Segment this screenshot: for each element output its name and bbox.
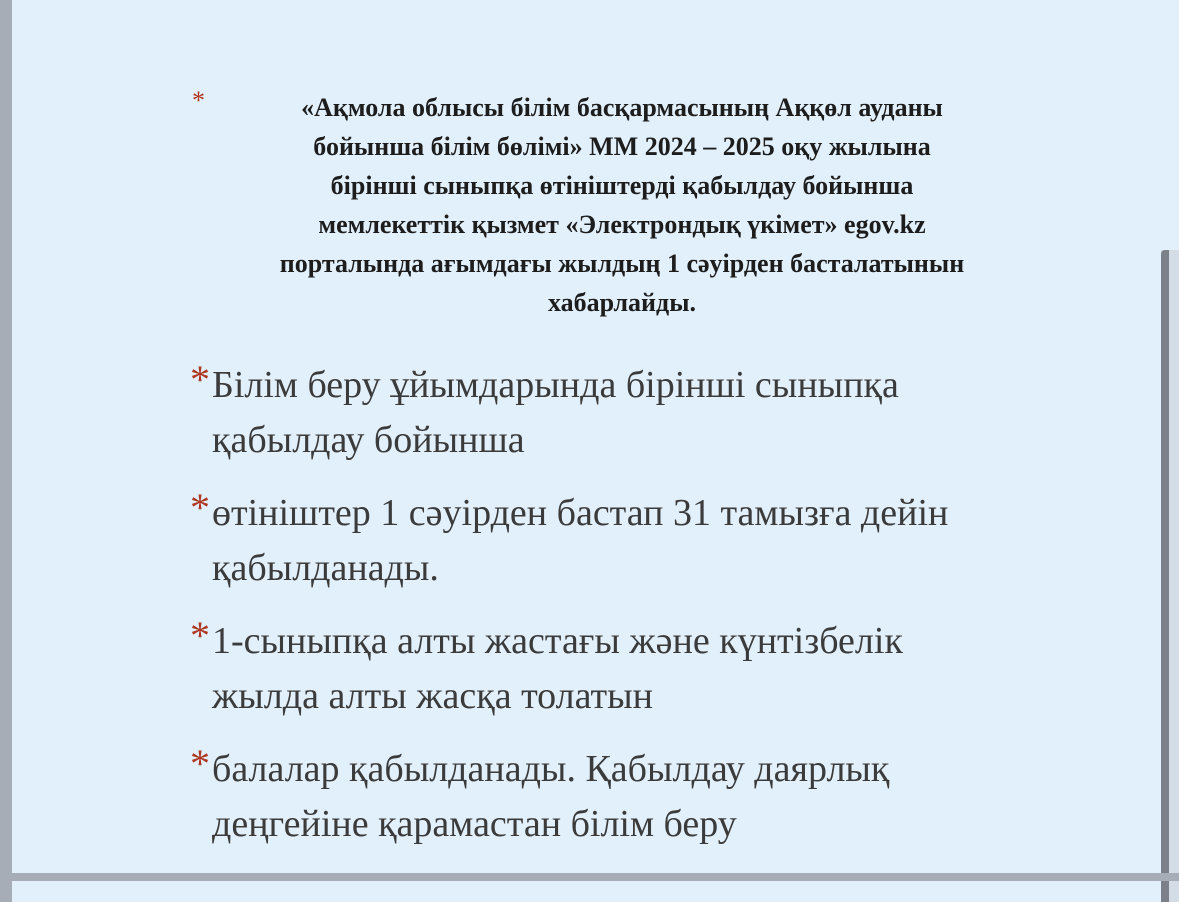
heading-bullet-icon: * xyxy=(192,86,205,115)
list-item-text: балалар қабылданады. Қабылдау даярлық деңгейіне қарамастан білім беру xyxy=(212,748,890,845)
list-item xyxy=(190,486,1150,596)
asterisk-bullet-icon: * xyxy=(190,357,210,402)
list-item-text: өтініштер 1 сәуірден бастап 31 тамызға дейін қабылданады. xyxy=(212,492,949,589)
announcement-heading xyxy=(192,88,1052,322)
asterisk-bullet-icon: * xyxy=(190,741,210,786)
list-item xyxy=(190,614,1150,724)
document-page xyxy=(12,0,1179,902)
list-item-text: Білім беру ұйымдарында бірінші сыныпқа қабылдау бойынша xyxy=(212,364,899,461)
asterisk-bullet-icon: * xyxy=(190,485,210,530)
horizontal-scrollbar[interactable] xyxy=(0,873,1179,881)
bullet-list xyxy=(190,358,1150,870)
list-item-text: 1-сыныпқа алты жастағы және күнтізбелік жылда алты жасқа толатын xyxy=(212,620,903,717)
vertical-scrollbar-thumb[interactable] xyxy=(1161,250,1169,902)
list-item xyxy=(190,742,1150,852)
asterisk-bullet-icon: * xyxy=(190,613,210,658)
heading-text: «Ақмола облысы білім басқармасының Аққөл ауданы бойынша білім бөлімі» ММ 2024 – 2025 оқу жылына бірінші сыныпқа өтініштерді қабылдау бойынша мемлекеттік қызмет «Электрондық үкімет» egov.kz порталында ағымдағы жылдың 1 сәуірден басталатынын хабарлайды. xyxy=(279,93,965,317)
list-item xyxy=(190,358,1150,468)
